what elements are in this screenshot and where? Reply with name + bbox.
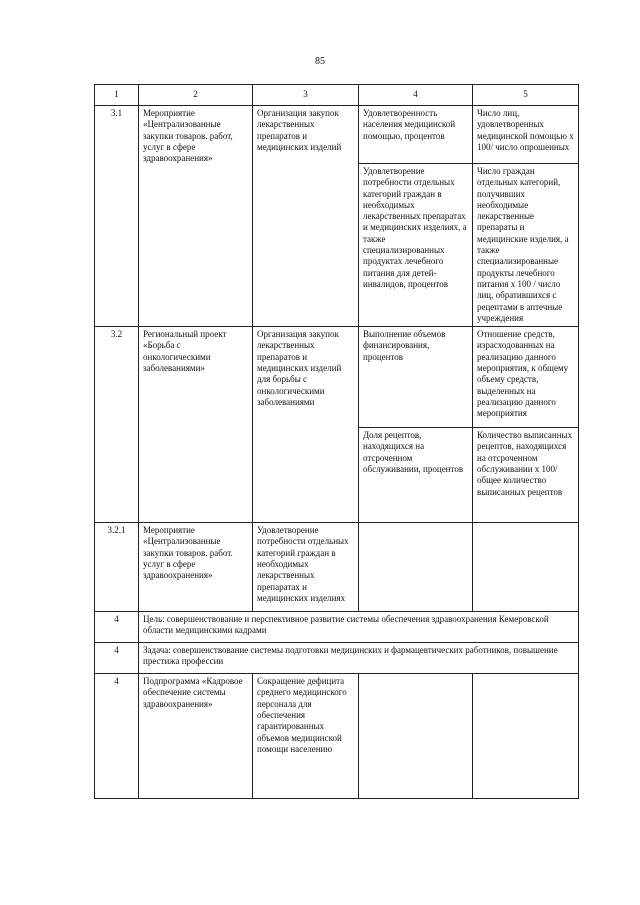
table-row xyxy=(95,674,579,799)
result-cell: Организация закупок лекарственных препаратов и медицинских изделий xyxy=(253,106,359,327)
result-cell: Сокращение дефицита среднего медицинского персонала для обеспечения гарантированных объемов медицинской помощи населению xyxy=(253,674,359,799)
formula-cell xyxy=(473,523,579,612)
result-cell: Удовлетворение потребности отдельных категорий граждан в необходимых лекарственных препаратах и медицинских изделиях xyxy=(253,523,359,612)
row-number: 4 xyxy=(95,643,139,674)
formula-cell: Отношение средств, израсходованных на реализацию данного мероприятия, к общему объему средств, выделенных на реализацию данного мероприятия xyxy=(473,327,579,428)
indicators-table xyxy=(94,84,579,799)
event-cell: Подпрограмма «Кадровое обеспечение системы здравоохранения» xyxy=(139,674,253,799)
formula-cell: Число граждан отдельных категорий, получивших необходимые лекарственные препараты и медицинские изделия, а также специализированные продукты лечебного питания х 100 / число лиц, обратившихся с рецептами в аптечные учреждения xyxy=(473,164,579,327)
row-number: 3.2.1 xyxy=(95,523,139,612)
event-cell: Мероприятие «Централизованные закупки товаров. работ. услуг в сфере здравоохранения» xyxy=(139,523,253,612)
indicator-cell: Выполнение объемов финансирования, процентов xyxy=(359,327,473,428)
table-row xyxy=(95,106,579,164)
header-cell: 2 xyxy=(139,85,253,106)
indicator-cell: Удовлетворенность населения медицинской помощью, процентов xyxy=(359,106,473,164)
row-number: 4 xyxy=(95,612,139,643)
header-cell: 4 xyxy=(359,85,473,106)
header-cell: 1 xyxy=(95,85,139,106)
table-row xyxy=(95,612,579,643)
table-row xyxy=(95,523,579,612)
row-number: 4 xyxy=(95,674,139,799)
event-cell: Мероприятие «Централизованные закупки товаров. работ, услуг в сфере здравоохранения» xyxy=(139,106,253,327)
row-number: 3.2 xyxy=(95,327,139,523)
indicator-cell xyxy=(359,674,473,799)
formula-cell xyxy=(473,674,579,799)
goal-text: Цель: совершенствование и перспективное развитие системы обеспечения здравоохранения Кемеровской области медицинскими кадрами xyxy=(139,612,579,643)
header-cell: 3 xyxy=(253,85,359,106)
table-row xyxy=(95,643,579,674)
formula-cell: Количество выписанных рецептов, находящихся на отсроченном обслуживании х 100/ общее количество выписанных рецептов xyxy=(473,428,579,523)
task-text: Задача: совершенствование системы подготовки медицинских и фармацевтических работников, повышение престижа профессии xyxy=(139,643,579,674)
formula-cell: Число лиц, удовлетворенных медицинской помощью х 100/ число опрошенных xyxy=(473,106,579,164)
header-cell: 5 xyxy=(473,85,579,106)
indicator-cell xyxy=(359,523,473,612)
event-cell: Региональный проект «Борьба с онкологическими заболеваниями» xyxy=(139,327,253,523)
page-number: 85 xyxy=(315,56,325,67)
row-number: 3.1 xyxy=(95,106,139,327)
table-header-row xyxy=(95,85,579,106)
indicator-cell: Удовлетворение потребности отдельных категорий граждан в необходимых лекарственных препаратах и медицинских изделиях, а также специализированных продуктах лечебного питания для детей-инвалидов, процентов xyxy=(359,164,473,327)
indicator-cell: Доля рецептов, находящихся на отсроченном обслуживании, процентов xyxy=(359,428,473,523)
result-cell: Организация закупок лекарственных препаратов и медицинских изделий для борьбы с онкологическими заболеваниями xyxy=(253,327,359,523)
table-row xyxy=(95,327,579,428)
